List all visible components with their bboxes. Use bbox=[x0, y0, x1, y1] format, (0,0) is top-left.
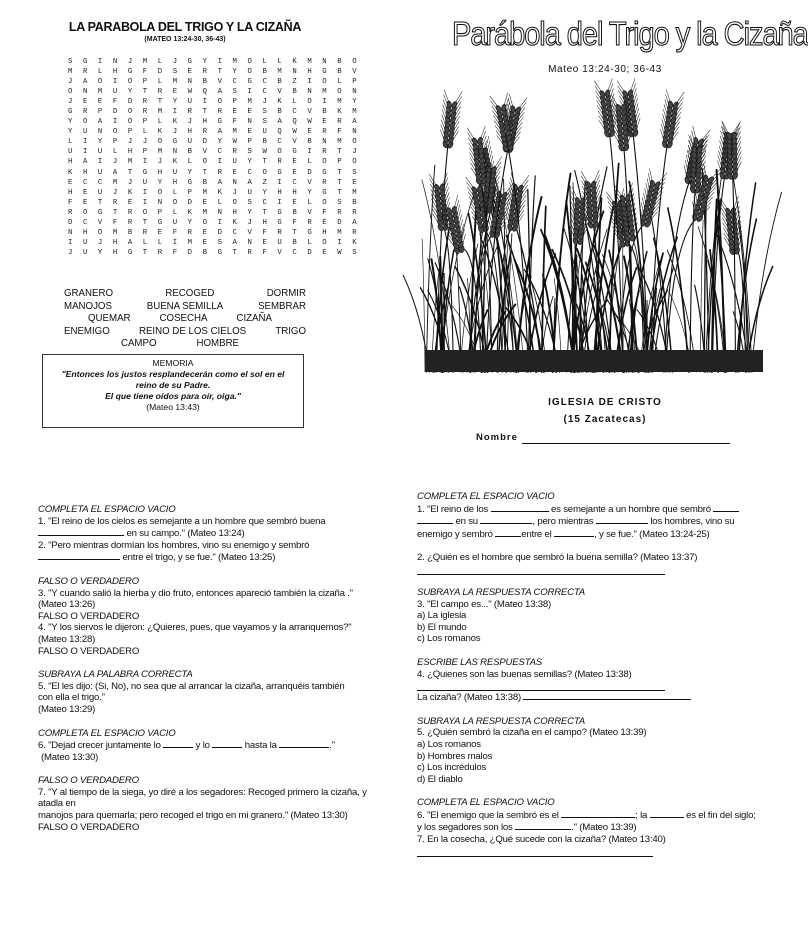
grid-row: M R L H G F D S E R T Y O B M N H G B V bbox=[68, 68, 360, 77]
question-5-ref: (Mateo 13:29) bbox=[38, 703, 96, 715]
word-list-item: REINO DE LOS CIELOS bbox=[138, 325, 247, 337]
right-quiz bbox=[417, 491, 757, 857]
grid-row: U I U L H P M N B V C R S W O G I R T J bbox=[68, 148, 360, 157]
grid-row: L I Y P J J O G U D Y W P B C V B N M O bbox=[68, 138, 360, 147]
question-6: 6. "Dejad crecer juntamente lo y lo hasta la ." bbox=[38, 740, 335, 752]
word-list bbox=[40, 288, 330, 349]
question-3-options[interactable]: FALSO O VERDADERO bbox=[38, 610, 140, 622]
question-7: 7. En la cosecha, ¿Qué sucede con la cizaña? (Mateo 13:40) bbox=[417, 834, 666, 846]
name-label: Nombre bbox=[476, 432, 518, 443]
memory-reference: (Mateo 13:43) bbox=[146, 402, 200, 412]
wheat-field-illustration bbox=[425, 88, 763, 372]
grid-row: Y O A I O P L K J H G F N S A Q W E R A bbox=[68, 118, 360, 127]
answer-blank[interactable] bbox=[480, 515, 532, 524]
grid-row: H A I J M I J K L O I U Y T R E L O P O bbox=[68, 158, 360, 167]
section-heading: COMPLETA EL ESPACIO VACIO bbox=[38, 727, 176, 739]
question-4-ref: (Mateo 13:28) bbox=[38, 633, 96, 645]
grass-blade bbox=[422, 239, 425, 372]
word-list-item: CAMPO bbox=[120, 338, 157, 349]
question-2-cont: entre el trigo, y se fue." (Mateo 13:25) bbox=[38, 551, 368, 564]
question-3: 3. "El campo es..." (Mateo 13:38) bbox=[417, 598, 552, 610]
grid-row: D C V F R T G U Y O I K J H G F R E D A bbox=[68, 218, 360, 227]
word-list-item: QUEMAR bbox=[88, 313, 131, 324]
option-b[interactable]: b) El mundo bbox=[417, 621, 467, 633]
grid-row: I U J H A L L I M E S A N E U B L O I K bbox=[68, 238, 360, 247]
answer-line[interactable] bbox=[417, 680, 665, 691]
word-list-item: CIZAÑA bbox=[236, 313, 272, 324]
question-6-ref: (Mateo 13:30) bbox=[41, 751, 99, 763]
word-list-item: GRANERO bbox=[64, 288, 113, 299]
question-5: 5. "El les dijo: (Si, No), no sea que al arrancar la cizaña, arranquéis también bbox=[38, 680, 345, 692]
left-quiz bbox=[38, 504, 368, 833]
cover-reference: Mateo 13:24-30; 36-43 bbox=[548, 64, 662, 75]
word-list-row bbox=[40, 313, 330, 326]
memory-line-2: reino de su Padre. bbox=[135, 380, 211, 390]
word-list-item: DORMIR bbox=[266, 288, 306, 299]
question-3-ref: (Mateo 13:26) bbox=[38, 599, 96, 611]
grid-row: O N M U Y T R E W Q A S I C V B N M O N bbox=[68, 88, 360, 97]
section-heading: SUBRAYA LA RESPUESTA CORRECTA bbox=[417, 586, 585, 598]
question-1-cont: en su campo." (Mateo 13:24) bbox=[38, 527, 368, 540]
answer-blank[interactable] bbox=[417, 515, 453, 524]
section-heading: COMPLETA EL ESPACIO VACIO bbox=[417, 797, 555, 809]
question-7-options[interactable]: FALSO O VERDADERO bbox=[38, 821, 140, 833]
answer-blank[interactable] bbox=[491, 503, 549, 512]
question-1: 1. "El reino de los cielos es semejante a un hombre que sembró buena bbox=[38, 515, 326, 527]
answer-blank[interactable] bbox=[515, 821, 571, 830]
question-4: 4. ¿Quienes son las buenas semillas? (Mateo 13:38) bbox=[417, 668, 632, 680]
question-2: 2. ¿Quién es el hombre que sembró la buena semilla? (Mateo 13:37) bbox=[417, 552, 698, 564]
answer-blank[interactable] bbox=[163, 739, 193, 748]
question-1-cont2: enemigo y sembró entre el , y se fue." (Mateo 13:24-25) bbox=[417, 528, 710, 540]
word-list-row bbox=[40, 288, 330, 301]
question-7: 7. "Y al tiempo de la siega, yo diré a los segadores: Recoged primero la cizaña, y bbox=[38, 786, 367, 798]
word-search-grid bbox=[68, 57, 360, 258]
word-search-title: LA PARABOLA DEL TRIGO Y LA CIZAÑA bbox=[68, 20, 302, 34]
question-5-cont: con ella el trigo." bbox=[38, 692, 105, 704]
name-field[interactable] bbox=[522, 443, 730, 444]
word-search-reference: (MATEO 13:24-30, 36-43) bbox=[144, 36, 226, 43]
grid-row: E C C M J U Y H G B A N A Z I C V R T E bbox=[68, 178, 360, 187]
section-heading: COMPLETA EL ESPACIO VACIO bbox=[38, 504, 176, 515]
question-4-options[interactable]: FALSO O VERDADERO bbox=[38, 645, 140, 657]
church-name: IGLESIA DE CRISTO bbox=[548, 397, 662, 408]
word-list-item: HOMBRE bbox=[196, 338, 240, 349]
memory-verse-box bbox=[42, 354, 304, 428]
grid-row: H E U J K I O L P M K J U Y H H Y G T M bbox=[68, 188, 360, 197]
section-heading: ESCRIBE LAS RESPUESTAS bbox=[417, 656, 542, 668]
question-7-cont: atadla en bbox=[38, 798, 76, 810]
grid-row: J A O I O P L M N B V C G C B Z I O L P bbox=[68, 78, 360, 87]
memory-title: MEMORIA bbox=[152, 358, 194, 368]
answer-blank[interactable] bbox=[279, 739, 329, 748]
grass-blade bbox=[733, 178, 752, 372]
grass-blade bbox=[700, 220, 703, 372]
question-7-cont2: manojos para quemarla; pero recoged el trigo en mi granero." (Mateo 13:30) bbox=[38, 810, 348, 822]
answer-blank[interactable] bbox=[596, 515, 648, 524]
grid-row: K H U A T G H U Y T R E C O G E D G T S bbox=[68, 168, 360, 177]
page-title: Parábola del Trigo y la Cizaña bbox=[452, 15, 808, 52]
option-c[interactable]: c) Los romanos bbox=[417, 633, 481, 645]
question-4: 4. "Y los siervos le dijeron: ¿Quieres, pues, que vayamos y la arranquemos?" bbox=[38, 622, 352, 634]
answer-line[interactable] bbox=[417, 846, 653, 857]
word-list-row bbox=[40, 301, 330, 314]
grid-row: J U Y H G T R F D B G T R F V C D E W S bbox=[68, 248, 360, 257]
answer-blank[interactable] bbox=[495, 528, 521, 537]
section-heading: SUBRAYA LA RESPUESTA CORRECTA bbox=[417, 715, 585, 727]
answer-blank[interactable] bbox=[523, 691, 691, 700]
memory-line-1: "Entonces los justos resplandecerán como el sol en el bbox=[61, 369, 285, 379]
option-a[interactable]: a) Los romanos bbox=[417, 738, 481, 750]
wheat-head bbox=[658, 90, 684, 150]
grid-row: G R P D O R M I R T R E E S B C V B K M bbox=[68, 108, 360, 117]
grid-row: F E T R E I N O D E L O S C I E L O S B bbox=[68, 198, 360, 207]
question-1-cont: en su , pero mientras los hombres, vino su bbox=[417, 515, 757, 528]
word-list-item: COSECHA bbox=[159, 313, 208, 324]
church-location: (15 Zacatecas) bbox=[563, 414, 647, 425]
word-list-item: SEMBRAR bbox=[258, 300, 306, 312]
question-5: 5. ¿Quién sembró la cizaña en el campo? (Mateo 13:39) bbox=[417, 727, 647, 739]
answer-blank[interactable] bbox=[554, 528, 594, 537]
answer-blank[interactable] bbox=[650, 809, 684, 818]
grid-row: S G I N J M L J G Y I M O L L K M N B O bbox=[68, 58, 360, 66]
question-4b: La cizaña? (Mateo 13:38) bbox=[417, 691, 757, 704]
grid-row: R O G T R O P L K M N H Y T G B V F R R bbox=[68, 208, 360, 217]
section-heading: SUBRAYA LA PALABRA CORRECTA bbox=[38, 669, 193, 681]
option-a[interactable]: a) La iglesia bbox=[417, 610, 467, 622]
answer-line[interactable] bbox=[417, 564, 665, 575]
word-list-item: MANOJOS bbox=[64, 300, 112, 312]
word-list-item: ENEMIGO bbox=[64, 325, 110, 337]
question-2: 2. "Pero mientras dormían los hombres, vino su enemigo y sembró bbox=[38, 539, 310, 551]
grid-row: J E E F D R T Y U I O P M J K L O I M Y bbox=[68, 98, 360, 107]
memory-line-3: El que tiene oídos para oír, oiga." bbox=[105, 391, 241, 401]
word-list-row bbox=[40, 338, 330, 351]
option-b[interactable]: b) Hombres malos bbox=[417, 750, 493, 762]
wheat-head bbox=[594, 79, 619, 139]
word-list-item: TRIGO bbox=[275, 325, 306, 337]
option-c[interactable]: c) Los incrédulos bbox=[417, 762, 487, 774]
grid-row: Y U N O P L K J H R A M E U Q W E R F N bbox=[68, 128, 360, 137]
grass-base bbox=[425, 350, 763, 372]
answer-blank[interactable] bbox=[713, 503, 739, 512]
question-1: 1. "El reino de los es semejante a un hombre que sembró bbox=[417, 503, 757, 516]
section-heading: FALSO O VERDADERO bbox=[38, 575, 139, 587]
word-list-row bbox=[40, 326, 330, 339]
answer-blank[interactable] bbox=[38, 527, 124, 536]
word-list-item: RECOGED bbox=[165, 288, 215, 299]
section-heading: COMPLETA EL ESPACIO VACIO bbox=[417, 491, 555, 502]
answer-blank[interactable] bbox=[561, 809, 635, 818]
wheat-head bbox=[439, 90, 463, 150]
question-6-cont: y los segadores son los ." (Mateo 13:39) bbox=[417, 822, 637, 834]
answer-blank[interactable] bbox=[38, 551, 120, 560]
answer-blank[interactable] bbox=[212, 739, 242, 748]
question-6: 6. "El enemigo que la sembró es el ; la es el fin del siglo; bbox=[417, 809, 756, 821]
section-heading: FALSO O VERDADERO bbox=[38, 775, 139, 787]
grid-row: N H O M B R E F R E D C V F R T G H M R bbox=[68, 228, 360, 237]
word-list-item: BUENA SEMILLA bbox=[146, 300, 224, 312]
question-3: 3. "Y cuando salió la hierba y dio fruto, entonces apareció también la cizaña ." bbox=[38, 587, 353, 599]
option-d[interactable]: d) El diablo bbox=[417, 773, 463, 785]
